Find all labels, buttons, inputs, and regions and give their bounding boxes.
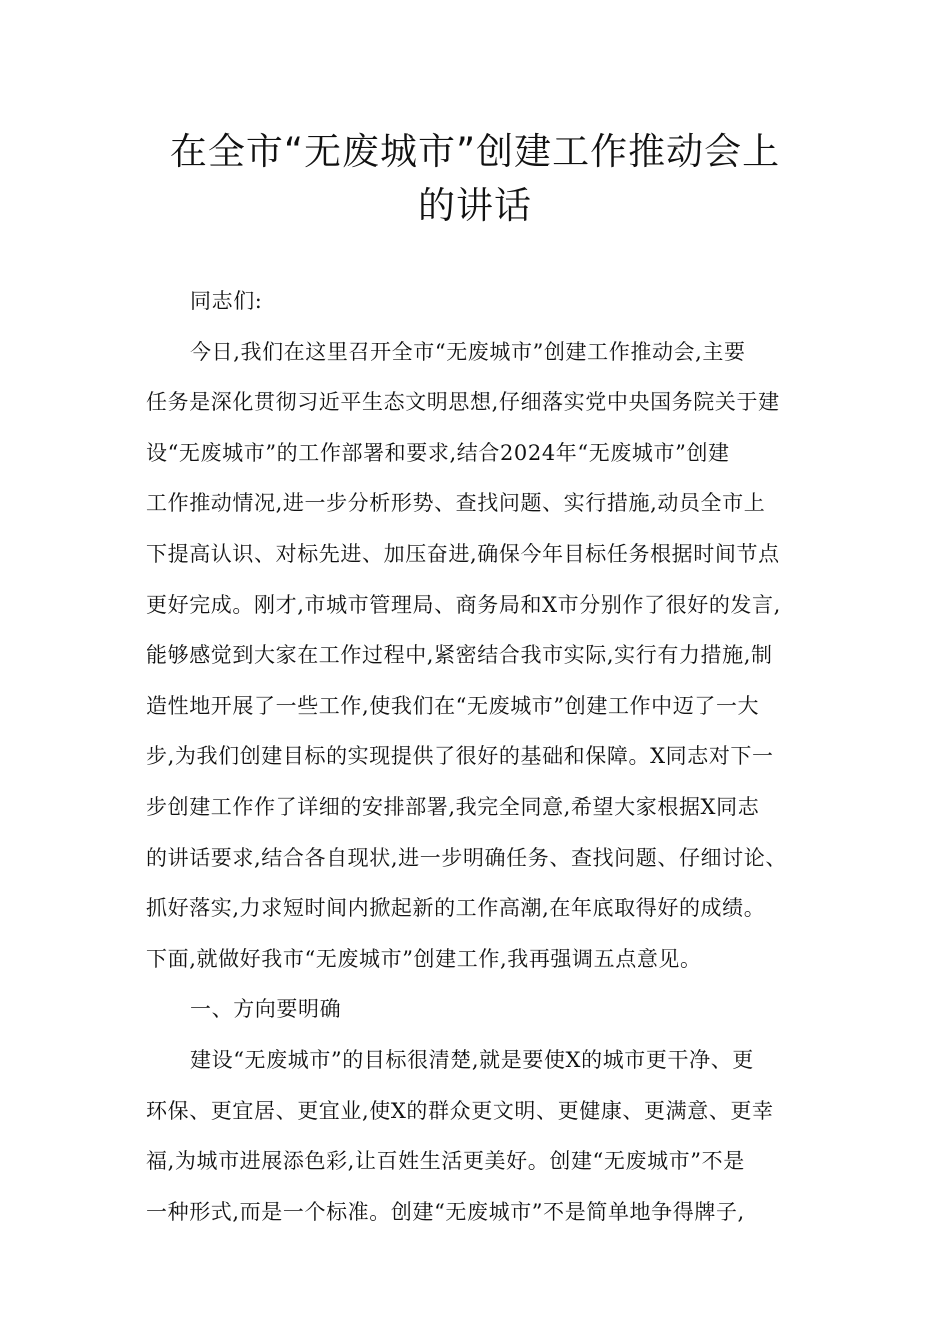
paragraph-line: 下面,就做好我市“无废城市”创建工作,我再强调五点意见。	[146, 946, 702, 971]
paragraph-line: 步,为我们创建目标的实现提供了很好的基础和保障。X同志对下一	[146, 744, 774, 769]
paragraph-line: 下提高认识、对标先进、加压奋进,确保今年目标任务根据时间节点	[146, 541, 780, 566]
paragraph-line: 抓好落实,力求短时间内掀起新的工作高潮,在年底取得好的成绩。	[146, 896, 766, 921]
paragraph-line: 任务是深化贯彻习近平生态文明思想,仔细落实党中央国务院关于建	[146, 390, 780, 415]
section-heading: 一、方向要明确	[190, 997, 342, 1022]
paragraph-line: 步创建工作作了详细的安排部署,我完全同意,希望大家根据X同志	[146, 794, 760, 819]
paragraph-line: 的讲话要求,结合各自现状,进一步明确任务、查找问题、仔细讨论、	[146, 845, 787, 870]
paragraph-line: 今日,我们在这里召开全市“无废城市”创建工作推动会,主要	[190, 339, 746, 364]
paragraph-line: 环保、更宜居、更宜业,使X的群众更文明、更健康、更满意、更幸	[146, 1098, 774, 1123]
paragraph-line: 设“无废城市”的工作部署和要求,结合2024年“无废城市”创建	[146, 440, 730, 465]
title-line-1: 在全市“无废城市”创建工作推动会上	[169, 130, 781, 173]
salutation: 同志们:	[190, 289, 263, 313]
paragraph-line: 工作推动情况,进一步分析形势、查找问题、实行措施,动员全市上	[146, 491, 766, 516]
paragraph-line: 一种形式,而是一个标准。创建“无废城市”不是简单地争得牌子,	[146, 1199, 745, 1224]
paragraph-line: 能够感觉到大家在工作过程中,紧密结合我市实际,实行有力措施,制	[146, 643, 773, 668]
paragraph-line: 福,为城市进展添色彩,让百姓生活更美好。创建“无废城市”不是	[146, 1149, 745, 1174]
paragraph-line: 造性地开展了一些工作,使我们在“无废城市”创建工作中迈了一大	[146, 693, 760, 718]
speech-body	[146, 276, 814, 1237]
title-line-2: 的讲话	[418, 184, 532, 227]
document-title	[130, 125, 820, 233]
paragraph-line: 更好完成。刚才,市城市管理局、商务局和X市分别作了很好的发言,	[146, 592, 781, 617]
paragraph-line: 建设“无废城市”的目标很清楚,就是要使X的城市更干净、更	[190, 1047, 754, 1072]
